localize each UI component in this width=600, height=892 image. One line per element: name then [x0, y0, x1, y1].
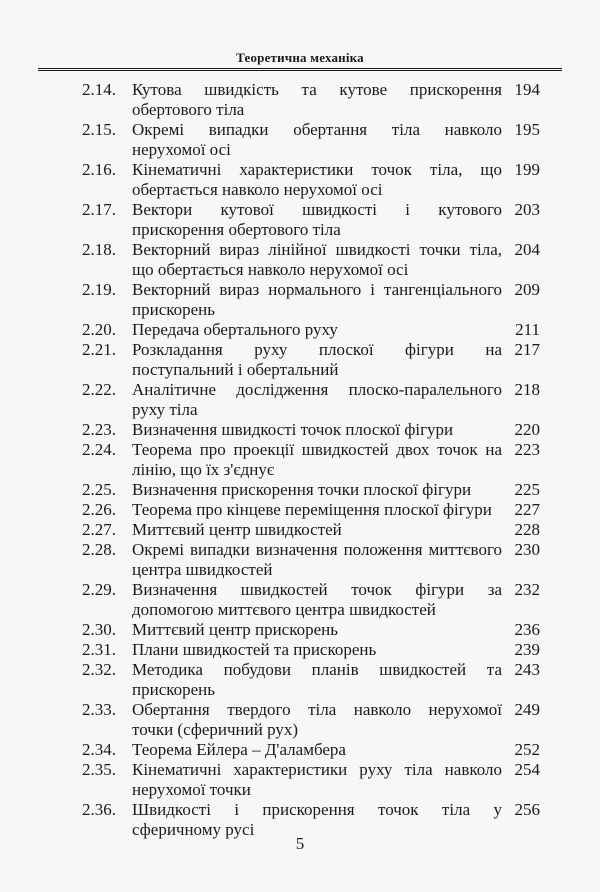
- toc-entry-page: 249: [514, 700, 540, 719]
- toc-entry-title: [132, 540, 508, 580]
- toc-entry-number: 2.21.: [82, 340, 116, 359]
- toc-entry: [82, 80, 540, 120]
- toc-entry: [82, 580, 540, 620]
- toc-entry-title-line: руху тіла: [132, 400, 198, 419]
- toc-entry-page: 230: [514, 540, 540, 559]
- toc-entry-page: 256: [514, 800, 540, 819]
- toc-entry-title-line: центра швидкостей: [132, 560, 273, 579]
- toc-entry-title-line: що обертається навколо нерухомої осі: [132, 260, 409, 279]
- toc-entry-title: [132, 320, 508, 340]
- toc-entry-title: [132, 740, 508, 760]
- toc-entry-title-line: нерухомої осі: [132, 140, 231, 159]
- toc-entry-title-line: сферичному русі: [132, 820, 255, 839]
- toc-entry-number: 2.20.: [82, 320, 116, 339]
- toc-entry-page: 243: [514, 660, 540, 679]
- toc-entry-number: 2.15.: [82, 120, 116, 139]
- toc-entry: [82, 380, 540, 420]
- toc-entry-page: 228: [514, 520, 540, 539]
- toc-entry: [82, 440, 540, 480]
- toc-entry-title-line: Визначення швидкості точок плоскої фігури: [132, 420, 454, 439]
- toc-entry-title: [132, 700, 508, 740]
- toc-entry-page: 252: [514, 740, 540, 759]
- toc-entry-page: 199: [514, 160, 540, 179]
- toc-entry-page: 227: [514, 500, 540, 519]
- toc-entry-title-line: прискорень: [132, 680, 216, 699]
- toc-entry-title: [132, 480, 508, 500]
- toc-entry-page: 209: [514, 280, 540, 299]
- toc-entry-title-line: Аналітичне дослідження плоско-паралельного: [132, 380, 502, 399]
- toc-entry: [82, 160, 540, 200]
- toc-entry-number: 2.23.: [82, 420, 116, 439]
- toc-entry-title-line: поступальний і обертальний: [132, 360, 339, 379]
- toc-entry-number: 2.25.: [82, 480, 116, 499]
- toc-entry-page: 239: [514, 640, 540, 659]
- toc-entry: [82, 660, 540, 700]
- toc-entry-title-line: Методика побудови планів швидкостей та: [132, 660, 502, 679]
- toc-entry-title-line: Швидкості і прискорення точок тіла у: [132, 800, 502, 819]
- toc-entry-page: 236: [514, 620, 540, 639]
- toc-entry-number: 2.17.: [82, 200, 116, 219]
- toc-entry: [82, 340, 540, 380]
- toc-entry-page: 194: [514, 80, 540, 99]
- toc-entry-title-line: Окремі випадки визначення положення миттєвого: [132, 540, 502, 559]
- toc-entry-title-line: Векторний вираз лінійної швидкості точки тіла,: [132, 240, 502, 259]
- toc-entry-title-line: Кінематичні характеристики точок тіла, що: [132, 160, 502, 179]
- toc-entry-title-line: Кутова швидкість та кутове прискорення: [132, 80, 502, 99]
- toc-entry-title-line: Обертання твердого тіла навколо нерухомої: [132, 700, 502, 719]
- toc-entry-title-line: Миттєвий центр прискорень: [132, 620, 339, 639]
- toc-entry-title-line: обертового тіла: [132, 100, 245, 119]
- toc-entry-title-line: Теорема про кінцеве переміщення плоскої фігури: [132, 500, 492, 519]
- toc-entry-title-line: Окремі випадки обертання тіла навколо: [132, 120, 502, 139]
- page-number: 5: [295, 834, 305, 853]
- toc-entry-number: 2.18.: [82, 240, 116, 259]
- toc-entry-page: 217: [514, 340, 540, 359]
- toc-entry-title: [132, 160, 508, 200]
- toc-entry-page: 220: [514, 420, 540, 439]
- toc-entry-title: [132, 420, 508, 440]
- toc-entry-number: 2.31.: [82, 640, 116, 659]
- toc-entry-page: 232: [514, 580, 540, 599]
- toc-entry-title: [132, 120, 508, 160]
- toc-entry-page: 223: [514, 440, 540, 459]
- toc-entry-title-line: Миттєвий центр швидкостей: [132, 520, 342, 539]
- toc-entry-number: 2.28.: [82, 540, 116, 559]
- toc-entry: [82, 540, 540, 580]
- toc-entry-title: [132, 520, 508, 540]
- toc-entry: [82, 200, 540, 240]
- toc-entry-title: [132, 760, 508, 800]
- toc-entry-title: [132, 640, 508, 660]
- toc-entry-number: 2.26.: [82, 500, 116, 519]
- toc-entry-title-line: точки (сферичний рух): [132, 720, 299, 739]
- toc-entry-page: 204: [514, 240, 540, 259]
- toc-entry-number: 2.16.: [82, 160, 116, 179]
- toc-entry-page: 254: [514, 760, 540, 779]
- toc-entry-title-line: Теорема Ейлера – Д'аламбера: [132, 740, 346, 759]
- toc-entry-title-line: Визначення прискорення точки плоскої фігури: [132, 480, 472, 499]
- toc-entry-title-line: Векторний вираз нормального і тангенціального: [132, 280, 502, 299]
- toc-entry-title-line: прискорень: [132, 300, 216, 319]
- toc-entry-title-line: Кінематичні характеристики руху тіла навколо: [132, 760, 502, 779]
- toc-entry: [82, 760, 540, 800]
- toc-entry-number: 2.27.: [82, 520, 116, 539]
- toc-entry-title-line: обертається навколо нерухомої осі: [132, 180, 383, 199]
- toc-entry-number: 2.32.: [82, 660, 116, 679]
- toc-entry-title: [132, 240, 508, 280]
- toc-entry-number: 2.24.: [82, 440, 116, 459]
- toc-entry-title-line: Розкладання руху плоскої фігури на: [132, 340, 502, 359]
- toc-entry: [82, 500, 540, 520]
- toc-entry-number: 2.36.: [82, 800, 116, 819]
- toc-entry-number: 2.19.: [82, 280, 116, 299]
- header-rule: [38, 68, 562, 71]
- toc-entry-title: [132, 200, 508, 240]
- toc-entry-page: 211: [515, 320, 540, 339]
- toc-entry-title: [132, 580, 508, 620]
- toc-entry: [82, 480, 540, 500]
- toc-entry-page: 195: [514, 120, 540, 139]
- toc-entry: [82, 700, 540, 740]
- toc-entry-title-line: лінію, що їх з'єднує: [132, 460, 275, 479]
- toc-entry: [82, 320, 540, 340]
- toc-entry-title: [132, 500, 508, 520]
- toc-entry-title: [132, 380, 508, 420]
- toc-entry-title-line: Визначення швидкостей точок фігури за: [132, 580, 502, 599]
- toc-entry-title: [132, 80, 508, 120]
- toc-entry: [82, 620, 540, 640]
- toc-entry-title: [132, 280, 508, 320]
- toc-entry-title-line: прискорення обертового тіла: [132, 220, 341, 239]
- toc-entry-page: 203: [514, 200, 540, 219]
- toc-entry-number: 2.22.: [82, 380, 116, 399]
- toc-entry-title-line: допомогою миттєвого центра швидкостей: [132, 600, 436, 619]
- toc-entry-title-line: Плани швидкостей та прискорень: [132, 640, 377, 659]
- toc-entry: [82, 240, 540, 280]
- toc-entry-title: [132, 340, 508, 380]
- toc-entry-title: [132, 660, 508, 700]
- toc-entry: [82, 640, 540, 660]
- toc-entry-number: 2.14.: [82, 80, 116, 99]
- toc-entry-page: 225: [514, 480, 540, 499]
- toc-entry-number: 2.30.: [82, 620, 116, 639]
- toc-entry: [82, 520, 540, 540]
- toc-entry-title-line: Вектори кутової швидкості і кутового: [132, 200, 502, 219]
- toc-entry-title: [132, 440, 508, 480]
- running-header: Теоретична механіка: [236, 50, 364, 65]
- toc-entry-page: 218: [514, 380, 540, 399]
- toc-entry-title-line: Передача обертального руху: [132, 320, 338, 339]
- toc-entry-number: 2.34.: [82, 740, 116, 759]
- table-of-contents: [82, 80, 540, 840]
- toc-entry-number: 2.35.: [82, 760, 116, 779]
- toc-entry: [82, 280, 540, 320]
- toc-entry-number: 2.29.: [82, 580, 116, 599]
- toc-entry-title-line: Теорема про проекції швидкостей двох точок на: [132, 440, 502, 459]
- toc-entry: [82, 420, 540, 440]
- toc-entry: [82, 740, 540, 760]
- toc-entry: [82, 120, 540, 160]
- toc-entry-number: 2.33.: [82, 700, 116, 719]
- toc-entry-title: [132, 620, 508, 640]
- toc-entry-title-line: нерухомої точки: [132, 780, 251, 799]
